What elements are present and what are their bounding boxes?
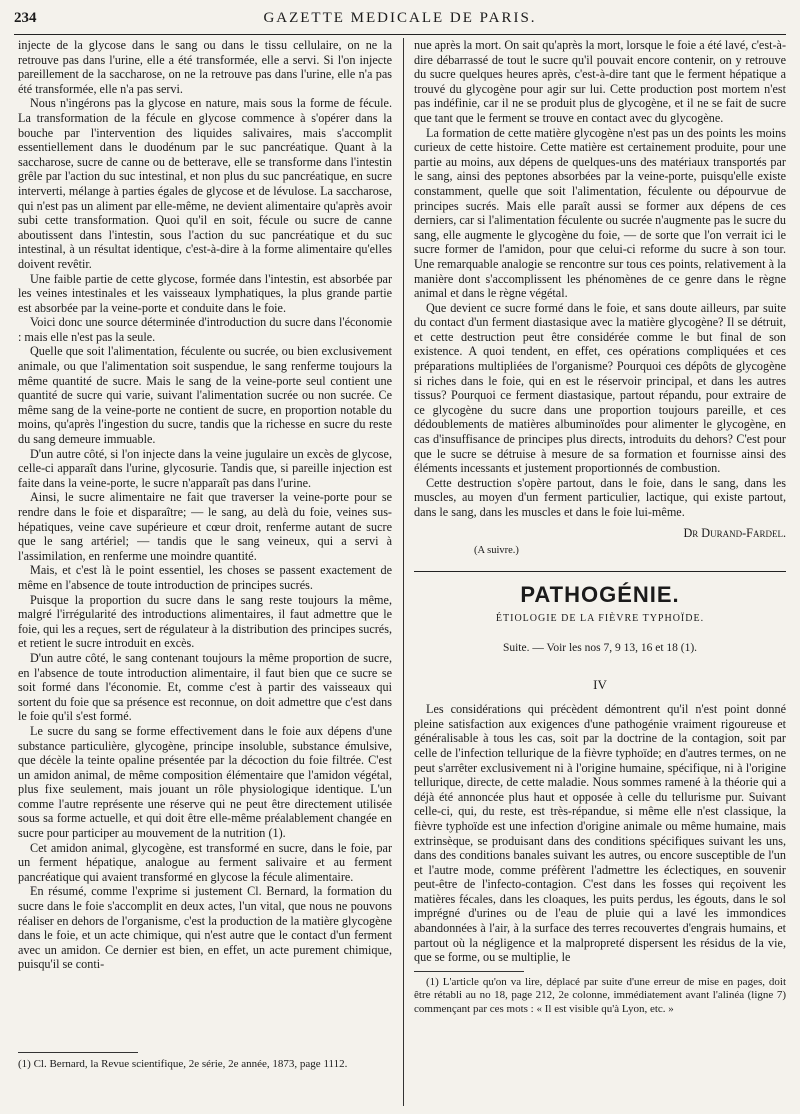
- section-subtitle: ÉTIOLOGIE DE LA FIÈVRE TYPHOÏDE.: [495, 613, 705, 625]
- paragraph: nue après la mort. On sait qu'après la mort, lorsque le foie a été lavé, c'est-à-dire débarrassé de tout le sucre qu'il pouvait encore contenir, on y retrouve du sucre quelques heures après, c'est-à-dire tant que le ferment hépatique a trouvé du glycogène pour agir sur lui. Cette production post mortem n'est pas indéfinie, car il ne se produit plus de glycogène, et il ne se fait de sucre que tant que le ferment se trouve en contact avec du glycogène.: [414, 38, 786, 125]
- paragraph: Quelle que soit l'alimentation, féculente ou sucrée, ou bien exclusivement animale, ou que l'alimentation soit suspendue, le sang renferme toujours la même quantité de sucre. Mais le sang de la veine-porte seul contient une quantité de sucre qui varie, suivant l'alimentation sucrée ou non sucrée. Ce même sang de la veine-porte ne contient de sucre, en proportion notable du moins, qu'après l'ingestion du sucre, tandis que la richesse en sucre du reste du sang demeure immuable.: [18, 344, 392, 447]
- left-column: [18, 38, 392, 972]
- paragraph: Le sucre du sang se forme effectivement dans le foie aux dépens d'une substance particulière, glycogène, principe insoluble, substance émulsive, que décèle la teinte opaline présentée par la décoction du foie filtrée. C'est un amidon animal, de même composition élémentaire que l'amidon végétal, plus fixe seulement, mais jouant un rôle physiologique identique. L'un comme l'autre représente une réserve qui ne peut être directement utilisée sous sa forme actuelle, et qui doit être elle-même préalablement changée en sucre pour participer au mouvement de la nutrition (1).: [18, 723, 392, 841]
- paragraph: Mais, et c'est là le point essentiel, les choses se passent exactement de même en l'absence de toute introduction de principes sucrés.: [18, 563, 392, 592]
- column-divider: [403, 38, 404, 1106]
- page-number: 234: [14, 10, 37, 26]
- header-rule: [14, 34, 786, 35]
- paragraph: Cette destruction s'opère partout, dans le foie, dans le sang, dans les muscles, au moyen d'un ferment particulier, lactique, qui existe partout, dans le sang, dans les muscles et dans le foie lui-même.: [414, 475, 786, 519]
- footnote-rule: [18, 1052, 138, 1053]
- footnote-text: (1) L'article qu'on va lire, déplacé par suite d'une erreur de mise en pages, doit être rétabli au no 18, page 212, 2e colonne, immédiatement avant l'alinéa (ligne 7) commençant par ces mots : « Il est visible qu'à Lyon, etc. »: [414, 975, 786, 1015]
- page-header: [14, 8, 786, 32]
- section-rule: [414, 571, 786, 572]
- right-column: [414, 38, 786, 1016]
- section-number: IV: [593, 676, 607, 692]
- paragraph: Que devient ce sucre formé dans le foie, et sans doute ailleurs, par suite du contact d'un ferment diastasique avec la matière glycogène? Il se détruit, et cette destruction peut être considérée comme le but final de son existence. A quoi tendent, en effet, ces opérations compliquées et ces préparations multipliées de l'organisme? Pourquoi ces dépôts de glycogène si riches dans le foie, qui en est le réservoir principal, et dans les autres tissus? Pourquoi ce ferment diastasique, partout répandu, pour extraire de ce glycogène du sucre dans une proportion toujours pareille, et ces dédoublements de matières albuminoïdes pour alimenter le glycogène, en cas d'insuffisance de principes plus directs, introduits du dehors? C'est pour que le sucre se détruise à mesure de sa formation et fournisse ainsi des éléments incessants et justement proportionnés de combustion.: [414, 300, 786, 476]
- paragraph: Puisque la proportion du sucre dans le sang reste toujours la même, malgré l'irrégularité des introductions alimentaires, il faut admettre que le foie, qui les a reçues, sert de régulateur à la distribution des principes sucrés, et retient le sucre introduit en excès.: [18, 592, 392, 651]
- to-be-continued: (A suivre.): [474, 545, 519, 557]
- footnote-left: (1) Cl. Bernard, la Revue scientifique, 2e série, 2e année, 1873, page 1112.: [18, 1058, 348, 1070]
- paragraph: Les considérations qui précèdent démontrent qu'il n'est point donné pleine satisfaction aux exigences d'une pathogénie vraiment rigoureuse et généralisable à tous les cas, soit par la doctrine de la contagion, soit par celle de l'infection tellurique de la fièvre typhoïde; en d'autres termes, on ne peut s'arrêter exclusivement ni à l'origine humaine, spécifique, ni à l'origine tellurique, directe, de cette maladie. Nous sommes ramené à la théorie qui a déjà été annoncée plus haut et opposée à celle du tellurisme pur. Suivant celle-ci, qui, du reste, est très-répandue, si même elle n'est classique, la fièvre typhoïde est une infection d'origine animale ou même humaine, mais extrinsèque, se produisant dans des conditions spécifiques suivant les uns, dans des conditions banales suivant les autres, ou encore susceptible de l'un et l'autre mode, comme préfèrent l'admettre les éclectiques, en souvenir peut-être de l'infecto-contagion. C'est dans les fosses qui reçoivent les matières fécales, dans les cloaques, les puits perdus, les égouts, dans le sol imprégné d'urines ou de l'eau de pluie qui a lavé les immondices abandonnées à l'air, à la surface des terres recouvertes d'engrais humains, et partout où la négligence et la malpropreté dispersent les résidus de la vie, que se forme, ou se multiplie, le: [414, 702, 786, 965]
- paragraph: Une faible partie de cette glycose, formée dans l'intestin, est absorbée par les veines intestinales et les vaisseaux lymphatiques, la plus grande partie est absorbée par la veine-porte et conduite dans le foie.: [18, 271, 392, 315]
- footnote-right: [414, 976, 786, 1017]
- section-title: PATHOGÉNIE.: [520, 581, 680, 607]
- paragraph: Voici donc une source déterminée d'introduction du sucre dans l'économie : mais elle n'est pas la seule.: [18, 315, 392, 344]
- paragraph: La formation de cette matière glycogène n'est pas un des points les moins curieux de cette histoire. Cette matière est certainement produite, pour une partie au moins, aux dépens de quelques-uns des matériaux transportés par le sang, ainsi des peptones absorbées par la veine-porte, puisqu'elle existe constamment, quelle que soit l'alimentation, féculente ou dépourvue de principes sucrés. Mais elle paraît aussi se former aux dépens de ces derniers, car si l'alimentation féculente ou sucrée n'augmente pas le sucre du sang, elle augmente le glycogène du foie, — de sorte que l'on verrait ici le sucre former de l'amidon, pour que celui-ci reforme du sucre à son tour. Une remarquable analogie se rencontre sur tous ces points, relativement à la manière dont s'accomplissent les phénomènes de ce genre dans le règne animal et dans le règne végétal.: [414, 125, 786, 301]
- footnote-rule: [414, 971, 524, 972]
- paragraph: D'un autre côté, le sang contenant toujours la même proportion de sucre, en l'absence de toute introduction alimentaire, il faut bien que ce sucre se soit formé dans l'économie. Et, comme c'est à partir des vaisseaux qui sortent du foie que sa présence est reconnue, on doit admettre que c'est dans le foie qu'il s'est formé.: [18, 650, 392, 724]
- paragraph: D'un autre côté, si l'on injecte dans la veine jugulaire un excès de glycose, celle-ci apparaît dans l'urine, glycosurie. Tandis que, si pareille injection est faite dans la veine-porte, le sucre n'apparaît pas dans l'urine.: [18, 446, 392, 490]
- paragraph: En résumé, comme l'exprime si justement Cl. Bernard, la formation du sucre dans le foie s'accomplit en deux actes, l'un vital, que nous ne pouvons réaliser en dehors de l'organisme, c'est la production de la matière glycogène dans le foie, et un acte chimique, qui n'est autre que le contact d'un ferment avec un amidon. Ce dernier est bien, en effet, un acte purement chimique, puisqu'il se conti-: [18, 884, 392, 972]
- paragraph: injecte de la glycose dans le sang ou dans le tissu cellulaire, on ne la retrouve pas dans l'urine, elle a été transformée, elle a servi. Si l'on injecte pareillement de la saccharose, on ne la retrouve pas dans l'urine, elle n'a pas été transformée, elle n'a pas servi.: [18, 38, 392, 96]
- suite-reference: Suite. — Voir les nos 7, 9 13, 16 et 18 (1).: [502, 641, 698, 654]
- journal-title: GAZETTE MEDICALE DE PARIS.: [263, 10, 537, 26]
- author-signature: Dr Durand-Fardel.: [683, 525, 786, 540]
- paragraph: Cet amidon animal, glycogène, est transformé en sucre, dans le foie, par un ferment hépatique, analogue au ferment salivaire et au ferment pancréatique qui avaient transformé en glycose la fécule alimentaire.: [18, 840, 392, 884]
- paragraph: Nous n'ingérons pas la glycose en nature, mais sous la forme de fécule. La transformation de la fécule en glycose commence à s'opérer dans la bouche par l'intervention des liquides salivaires, mais s'accomplit essentiellement dans le duodénum par le suc pancréatique. Quant à la saccharose, sucre de canne ou de betterave, elle se transforme dans l'intestin grêle par l'action du suc intestinal, et non plus du suc pancréatique, en sucre interverti, mélange à parties égales de glycose et de lévulose. La saccharose, qui n'est pas un aliment par elle-même, ne devient alimentaire qu'après avoir subi cette transformation. Quoi qu'il en soit, fécule ou sucre de canne aboutissent dans l'intestin, sous l'action du suc pancréatique et du suc intestinal, à un résultat identique, c'est-à-dire à la forme alimentaire qu'elles doivent revêtir.: [18, 96, 392, 271]
- paragraph: Ainsi, le sucre alimentaire ne fait que traverser la veine-porte pour se rendre dans le foie et disparaître; — le sang, au delà du foie, veines sus-hépatiques, veine cave supérieure et cœur droit, renferme autant de sucre que le sang artériel; — tandis que le sang veineux, qui a servi à l'assimilation, en renferme une moindre quantité.: [18, 490, 392, 563]
